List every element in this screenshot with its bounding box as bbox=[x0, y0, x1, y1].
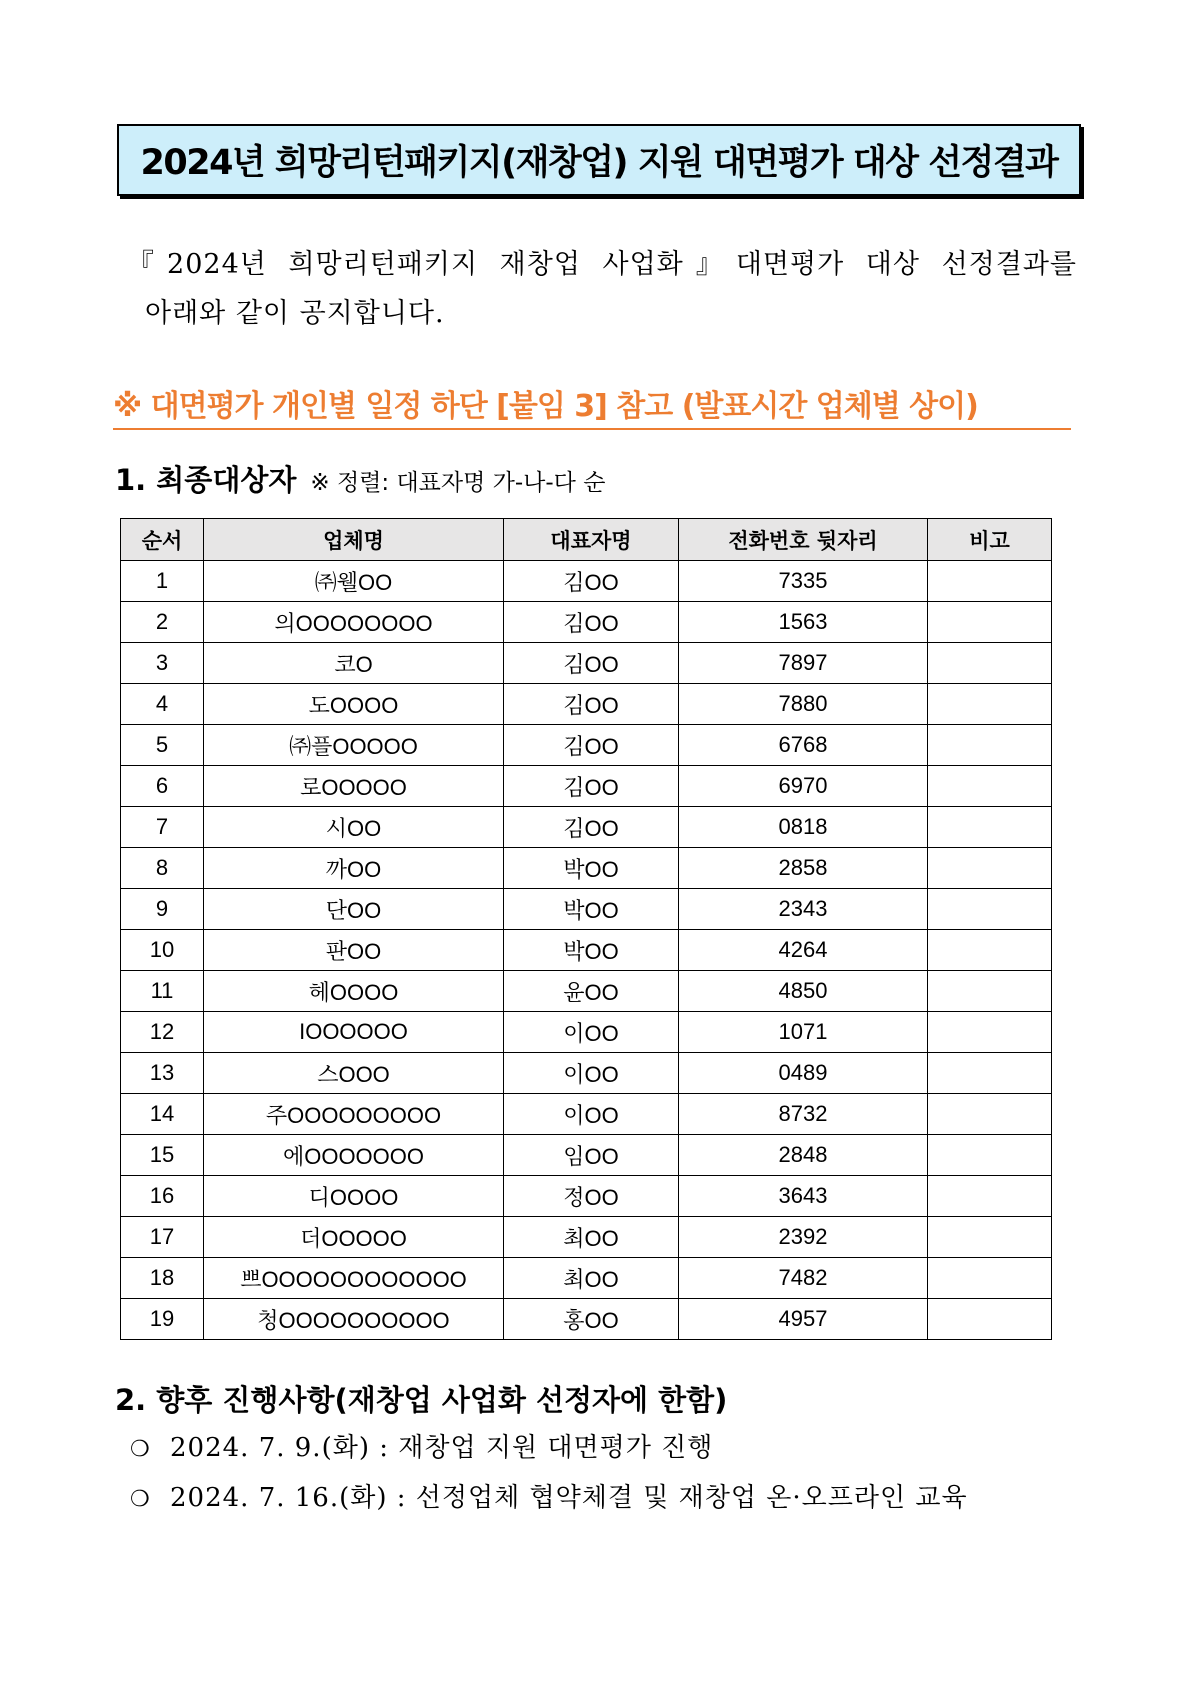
cell-order: 2 bbox=[121, 602, 204, 643]
cell-representative: 이OO bbox=[504, 1012, 679, 1053]
section-2-title: 2. 향후 진행사항(재창업 사업화 선정자에 한함) bbox=[115, 1383, 728, 1417]
circle-bullet-icon: ❍ bbox=[130, 1487, 151, 1512]
cell-phone-digits: 4957 bbox=[679, 1299, 928, 1340]
cell-remarks bbox=[928, 807, 1052, 848]
table-row bbox=[121, 602, 1052, 643]
schedule-list bbox=[130, 1424, 968, 1524]
cell-phone-digits: 2848 bbox=[679, 1135, 928, 1176]
table-row bbox=[121, 1217, 1052, 1258]
cell-representative: 김OO bbox=[504, 725, 679, 766]
table-row bbox=[121, 561, 1052, 602]
cell-phone-digits: 1071 bbox=[679, 1012, 928, 1053]
cell-order: 18 bbox=[121, 1258, 204, 1299]
cell-representative: 김OO bbox=[504, 561, 679, 602]
cell-order: 5 bbox=[121, 725, 204, 766]
cell-company: ㈜플OOOOO bbox=[204, 725, 504, 766]
cell-phone-digits: 2858 bbox=[679, 848, 928, 889]
cell-company: 의OOOOOOOO bbox=[204, 602, 504, 643]
cell-phone-digits: 0489 bbox=[679, 1053, 928, 1094]
table-row bbox=[121, 971, 1052, 1012]
table-row bbox=[121, 1012, 1052, 1053]
cell-remarks bbox=[928, 602, 1052, 643]
selection-table bbox=[120, 518, 1052, 1340]
cell-remarks bbox=[928, 1299, 1052, 1340]
cell-order: 3 bbox=[121, 643, 204, 684]
cell-order: 15 bbox=[121, 1135, 204, 1176]
document-title: 2024년 희망리턴패키지(재창업) 지원 대면평가 대상 선정결과 bbox=[140, 143, 1058, 183]
cell-phone-digits: 2392 bbox=[679, 1217, 928, 1258]
cell-company: 헤OOOO bbox=[204, 971, 504, 1012]
cell-representative: 최OO bbox=[504, 1217, 679, 1258]
table-row bbox=[121, 1094, 1052, 1135]
table-row bbox=[121, 1135, 1052, 1176]
circle-bullet-icon: ❍ bbox=[130, 1437, 151, 1462]
cell-phone-digits: 0818 bbox=[679, 807, 928, 848]
header-phone-digits: 전화번호 뒷자리 bbox=[679, 519, 928, 561]
header-order: 순서 bbox=[121, 519, 204, 561]
cell-order: 14 bbox=[121, 1094, 204, 1135]
cell-order: 9 bbox=[121, 889, 204, 930]
cell-phone-digits: 7897 bbox=[679, 643, 928, 684]
cell-company: 디OOOO bbox=[204, 1176, 504, 1217]
cell-representative: 박OO bbox=[504, 889, 679, 930]
cell-order: 7 bbox=[121, 807, 204, 848]
list-item bbox=[130, 1474, 968, 1524]
table-row bbox=[121, 766, 1052, 807]
table-body bbox=[121, 561, 1052, 1340]
list-item-text: 2024. 7. 16.(화) : 선정업체 협약체결 및 재창업 온·오프라인 교육 bbox=[170, 1483, 968, 1513]
cell-company: 코O bbox=[204, 643, 504, 684]
cell-phone-digits: 2343 bbox=[679, 889, 928, 930]
cell-company: ㈜웰OO bbox=[204, 561, 504, 602]
cell-order: 16 bbox=[121, 1176, 204, 1217]
table-row bbox=[121, 684, 1052, 725]
cell-representative: 김OO bbox=[504, 684, 679, 725]
cell-company: 도OOOO bbox=[204, 684, 504, 725]
cell-order: 4 bbox=[121, 684, 204, 725]
cell-remarks bbox=[928, 1135, 1052, 1176]
cell-company: 까OO bbox=[204, 848, 504, 889]
intro-line-2: 아래와 같이 공지합니다. bbox=[145, 298, 445, 329]
cell-remarks bbox=[928, 643, 1052, 684]
cell-representative: 김OO bbox=[504, 807, 679, 848]
cell-company: 시OO bbox=[204, 807, 504, 848]
cell-order: 10 bbox=[121, 930, 204, 971]
cell-phone-digits: 3643 bbox=[679, 1176, 928, 1217]
cell-company: 스OOO bbox=[204, 1053, 504, 1094]
cell-representative: 김OO bbox=[504, 602, 679, 643]
cell-remarks bbox=[928, 1176, 1052, 1217]
cell-phone-digits: 7880 bbox=[679, 684, 928, 725]
cell-phone-digits: 4850 bbox=[679, 971, 928, 1012]
cell-remarks bbox=[928, 889, 1052, 930]
cell-company: 판OO bbox=[204, 930, 504, 971]
table-row bbox=[121, 1299, 1052, 1340]
cell-phone-digits: 6970 bbox=[679, 766, 928, 807]
table-row bbox=[121, 848, 1052, 889]
header-representative: 대표자명 bbox=[504, 519, 679, 561]
cell-phone-digits: 1563 bbox=[679, 602, 928, 643]
cell-company: IOOOOOO bbox=[204, 1012, 504, 1053]
title-box bbox=[117, 124, 1081, 196]
list-item-text: 2024. 7. 9.(화) : 재창업 지원 대면평가 진행 bbox=[170, 1433, 714, 1463]
header-company: 업체명 bbox=[204, 519, 504, 561]
table-header-row bbox=[121, 519, 1052, 561]
cell-company: 청OOOOOOOOOO bbox=[204, 1299, 504, 1340]
cell-representative: 이OO bbox=[504, 1094, 679, 1135]
cell-phone-digits: 6768 bbox=[679, 725, 928, 766]
cell-company: 단OO bbox=[204, 889, 504, 930]
cell-order: 17 bbox=[121, 1217, 204, 1258]
cell-representative: 최OO bbox=[504, 1258, 679, 1299]
table-row bbox=[121, 1258, 1052, 1299]
cell-order: 19 bbox=[121, 1299, 204, 1340]
section-1-heading bbox=[115, 458, 605, 499]
cell-representative: 박OO bbox=[504, 930, 679, 971]
cell-remarks bbox=[928, 725, 1052, 766]
intro-line-1: 『2024년 희망리턴패키지 재창업 사업화』대면평가 대상 선정결과를 bbox=[127, 249, 1077, 280]
cell-remarks bbox=[928, 1012, 1052, 1053]
sort-note: ※ 정렬: 대표자명 가-나-다 순 bbox=[310, 470, 606, 496]
cell-representative: 윤OO bbox=[504, 971, 679, 1012]
cell-remarks bbox=[928, 766, 1052, 807]
cell-representative: 박OO bbox=[504, 848, 679, 889]
cell-remarks bbox=[928, 684, 1052, 725]
cell-phone-digits: 8732 bbox=[679, 1094, 928, 1135]
cell-remarks bbox=[928, 561, 1052, 602]
cell-representative: 정OO bbox=[504, 1176, 679, 1217]
cell-representative: 김OO bbox=[504, 766, 679, 807]
cell-order: 6 bbox=[121, 766, 204, 807]
cell-order: 11 bbox=[121, 971, 204, 1012]
cell-company: 더OOOOO bbox=[204, 1217, 504, 1258]
cell-phone-digits: 4264 bbox=[679, 930, 928, 971]
table-row bbox=[121, 1053, 1052, 1094]
cell-company: 쁘OOOOOOOOOOOO bbox=[204, 1258, 504, 1299]
cell-order: 1 bbox=[121, 561, 204, 602]
list-item bbox=[130, 1424, 968, 1474]
cell-remarks bbox=[928, 930, 1052, 971]
table-row bbox=[121, 725, 1052, 766]
intro-paragraph bbox=[127, 240, 1077, 338]
cell-remarks bbox=[928, 1217, 1052, 1258]
cell-remarks bbox=[928, 1053, 1052, 1094]
cell-remarks bbox=[928, 848, 1052, 889]
cell-representative: 이OO bbox=[504, 1053, 679, 1094]
table-row bbox=[121, 643, 1052, 684]
cell-order: 13 bbox=[121, 1053, 204, 1094]
cell-order: 12 bbox=[121, 1012, 204, 1053]
schedule-notice: ※ 대면평가 개인별 일정 하단 [붙임 3] 참고 (발표시간 업체별 상이) bbox=[113, 387, 1071, 430]
cell-phone-digits: 7482 bbox=[679, 1258, 928, 1299]
section-1-title: 1. 최종대상자 bbox=[115, 463, 297, 497]
cell-representative: 임OO bbox=[504, 1135, 679, 1176]
table-row bbox=[121, 807, 1052, 848]
cell-remarks bbox=[928, 1094, 1052, 1135]
table-row bbox=[121, 1176, 1052, 1217]
header-remarks: 비고 bbox=[928, 519, 1052, 561]
cell-representative: 홍OO bbox=[504, 1299, 679, 1340]
cell-remarks bbox=[928, 1258, 1052, 1299]
cell-phone-digits: 7335 bbox=[679, 561, 928, 602]
cell-company: 로OOOOO bbox=[204, 766, 504, 807]
cell-remarks bbox=[928, 971, 1052, 1012]
cell-representative: 김OO bbox=[504, 643, 679, 684]
cell-company: 에OOOOOOO bbox=[204, 1135, 504, 1176]
cell-order: 8 bbox=[121, 848, 204, 889]
table-row bbox=[121, 930, 1052, 971]
cell-company: 주OOOOOOOOO bbox=[204, 1094, 504, 1135]
table-row bbox=[121, 889, 1052, 930]
